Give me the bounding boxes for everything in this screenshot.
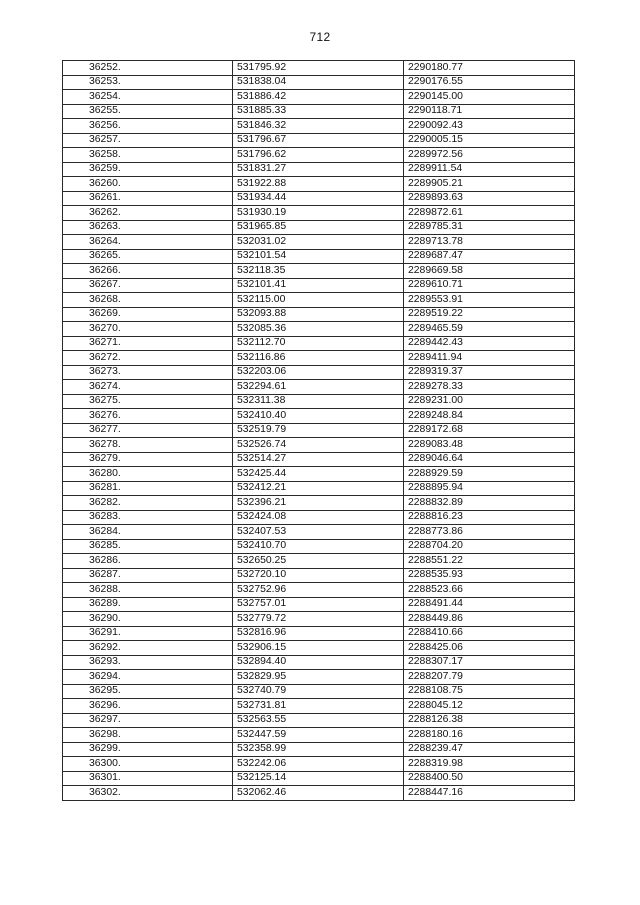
point-number-cell: 36277.: [63, 423, 233, 438]
x-coordinate-cell: 531846.32: [233, 119, 404, 134]
point-number-cell: 36255.: [63, 104, 233, 119]
x-coordinate-cell: 532085.36: [233, 322, 404, 337]
y-coordinate-cell: 2288207.79: [404, 670, 575, 685]
point-number-cell: 36295.: [63, 684, 233, 699]
point-number-cell: 36276.: [63, 409, 233, 424]
table-row: [63, 423, 575, 438]
point-number-cell: 36275.: [63, 394, 233, 409]
page-number: 712: [309, 30, 331, 44]
x-coordinate-cell: 532358.99: [233, 742, 404, 757]
y-coordinate-cell: 2288895.94: [404, 481, 575, 496]
y-coordinate-cell: 2289442.43: [404, 336, 575, 351]
table-row: [63, 90, 575, 105]
x-coordinate-cell: 532829.95: [233, 670, 404, 685]
point-number-cell: 36268.: [63, 293, 233, 308]
x-coordinate-cell: 532731.81: [233, 699, 404, 714]
x-coordinate-cell: 531934.44: [233, 191, 404, 206]
point-number-cell: 36270.: [63, 322, 233, 337]
point-number-cell: 36296.: [63, 699, 233, 714]
y-coordinate-cell: 2290176.55: [404, 75, 575, 90]
point-number-cell: 36294.: [63, 670, 233, 685]
y-coordinate-cell: 2290118.71: [404, 104, 575, 119]
x-coordinate-cell: 531965.85: [233, 220, 404, 235]
table-row: [63, 597, 575, 612]
table-row: [63, 626, 575, 641]
point-number-cell: 36281.: [63, 481, 233, 496]
table-row: [63, 293, 575, 308]
point-number-cell: 36271.: [63, 336, 233, 351]
y-coordinate-cell: 2288929.59: [404, 467, 575, 482]
table-row: [63, 264, 575, 279]
x-coordinate-cell: 532093.88: [233, 307, 404, 322]
point-number-cell: 36263.: [63, 220, 233, 235]
point-number-cell: 36264.: [63, 235, 233, 250]
x-coordinate-cell: 532410.70: [233, 539, 404, 554]
table-row: [63, 655, 575, 670]
table-row: [63, 641, 575, 656]
y-coordinate-cell: 2288425.06: [404, 641, 575, 656]
table-row: [63, 148, 575, 163]
point-number-cell: 36273.: [63, 365, 233, 380]
table-row: [63, 249, 575, 264]
x-coordinate-cell: 532447.59: [233, 728, 404, 743]
x-coordinate-cell: 532906.15: [233, 641, 404, 656]
y-coordinate-cell: 2288400.50: [404, 771, 575, 786]
table-row: [63, 177, 575, 192]
point-number-cell: 36256.: [63, 119, 233, 134]
y-coordinate-cell: 2288045.12: [404, 699, 575, 714]
y-coordinate-cell: 2288180.16: [404, 728, 575, 743]
y-coordinate-cell: 2290005.15: [404, 133, 575, 148]
x-coordinate-cell: 532412.21: [233, 481, 404, 496]
y-coordinate-cell: 2289669.58: [404, 264, 575, 279]
x-coordinate-cell: 532424.08: [233, 510, 404, 525]
x-coordinate-cell: 531930.19: [233, 206, 404, 221]
point-number-cell: 36272.: [63, 351, 233, 366]
y-coordinate-cell: 2289785.31: [404, 220, 575, 235]
x-coordinate-cell: 531886.42: [233, 90, 404, 105]
x-coordinate-cell: 532101.54: [233, 249, 404, 264]
table-row: [63, 380, 575, 395]
table-row: [63, 307, 575, 322]
table-row: [63, 365, 575, 380]
point-number-cell: 36269.: [63, 307, 233, 322]
point-number-cell: 36265.: [63, 249, 233, 264]
table-row: [63, 452, 575, 467]
table-row: [63, 612, 575, 627]
point-number-cell: 36258.: [63, 148, 233, 163]
y-coordinate-cell: 2289893.63: [404, 191, 575, 206]
table-row: [63, 786, 575, 801]
point-number-cell: 36301.: [63, 771, 233, 786]
y-coordinate-cell: 2288704.20: [404, 539, 575, 554]
table-row: [63, 409, 575, 424]
y-coordinate-cell: 2289172.68: [404, 423, 575, 438]
x-coordinate-cell: 531831.27: [233, 162, 404, 177]
table-row: [63, 539, 575, 554]
x-coordinate-cell: 532116.86: [233, 351, 404, 366]
table-row: [63, 162, 575, 177]
x-coordinate-cell: 532894.40: [233, 655, 404, 670]
table-row: [63, 61, 575, 76]
x-coordinate-cell: 532294.61: [233, 380, 404, 395]
point-number-cell: 36259.: [63, 162, 233, 177]
point-number-cell: 36262.: [63, 206, 233, 221]
point-number-cell: 36286.: [63, 554, 233, 569]
y-coordinate-cell: 2289872.61: [404, 206, 575, 221]
y-coordinate-cell: 2288832.89: [404, 496, 575, 511]
table-row: [63, 206, 575, 221]
x-coordinate-cell: 532203.06: [233, 365, 404, 380]
y-coordinate-cell: 2289553.91: [404, 293, 575, 308]
table-row: [63, 438, 575, 453]
y-coordinate-cell: 2289319.37: [404, 365, 575, 380]
point-number-cell: 36260.: [63, 177, 233, 192]
x-coordinate-cell: 532563.55: [233, 713, 404, 728]
y-coordinate-cell: 2289248.84: [404, 409, 575, 424]
y-coordinate-cell: 2288108.75: [404, 684, 575, 699]
x-coordinate-cell: 532242.06: [233, 757, 404, 772]
x-coordinate-cell: 532425.44: [233, 467, 404, 482]
y-coordinate-cell: 2289046.64: [404, 452, 575, 467]
table-row: [63, 554, 575, 569]
x-coordinate-cell: 532115.00: [233, 293, 404, 308]
table-row: [63, 728, 575, 743]
table-row: [63, 510, 575, 525]
table-row: [63, 220, 575, 235]
x-coordinate-cell: 532410.40: [233, 409, 404, 424]
table-row: [63, 525, 575, 540]
point-number-cell: 36302.: [63, 786, 233, 801]
point-number-cell: 36283.: [63, 510, 233, 525]
x-coordinate-cell: 532062.46: [233, 786, 404, 801]
y-coordinate-cell: 2289972.56: [404, 148, 575, 163]
x-coordinate-cell: 532740.79: [233, 684, 404, 699]
table-row: [63, 568, 575, 583]
table-row: [63, 742, 575, 757]
table-row: [63, 757, 575, 772]
y-coordinate-cell: 2288523.66: [404, 583, 575, 598]
point-number-cell: 36288.: [63, 583, 233, 598]
point-number-cell: 36287.: [63, 568, 233, 583]
x-coordinate-cell: 531922.88: [233, 177, 404, 192]
y-coordinate-cell: 2289911.54: [404, 162, 575, 177]
x-coordinate-cell: 532514.27: [233, 452, 404, 467]
x-coordinate-cell: 532031.02: [233, 235, 404, 250]
y-coordinate-cell: 2288447.16: [404, 786, 575, 801]
y-coordinate-cell: 2288307.17: [404, 655, 575, 670]
point-number-cell: 36297.: [63, 713, 233, 728]
x-coordinate-cell: 532650.25: [233, 554, 404, 569]
x-coordinate-cell: 532720.10: [233, 568, 404, 583]
point-number-cell: 36282.: [63, 496, 233, 511]
point-number-cell: 36298.: [63, 728, 233, 743]
point-number-cell: 36279.: [63, 452, 233, 467]
table-row: [63, 104, 575, 119]
table-row: [63, 336, 575, 351]
point-number-cell: 36299.: [63, 742, 233, 757]
table-row: [63, 713, 575, 728]
table-row: [63, 235, 575, 250]
point-number-cell: 36292.: [63, 641, 233, 656]
y-coordinate-cell: 2289278.33: [404, 380, 575, 395]
table-row: [63, 394, 575, 409]
point-number-cell: 36293.: [63, 655, 233, 670]
x-coordinate-cell: 532779.72: [233, 612, 404, 627]
y-coordinate-cell: 2290092.43: [404, 119, 575, 134]
table-row: [63, 467, 575, 482]
x-coordinate-cell: 532112.70: [233, 336, 404, 351]
y-coordinate-cell: 2288491.44: [404, 597, 575, 612]
y-coordinate-cell: 2289905.21: [404, 177, 575, 192]
table-row: [63, 699, 575, 714]
y-coordinate-cell: 2290180.77: [404, 61, 575, 76]
point-number-cell: 36266.: [63, 264, 233, 279]
y-coordinate-cell: 2288239.47: [404, 742, 575, 757]
y-coordinate-cell: 2289519.22: [404, 307, 575, 322]
point-number-cell: 36257.: [63, 133, 233, 148]
table-row: [63, 351, 575, 366]
coordinates-table-body: [63, 61, 575, 801]
point-number-cell: 36278.: [63, 438, 233, 453]
x-coordinate-cell: 531796.67: [233, 133, 404, 148]
y-coordinate-cell: 2288126.38: [404, 713, 575, 728]
table-row: [63, 322, 575, 337]
y-coordinate-cell: 2289083.48: [404, 438, 575, 453]
point-number-cell: 36300.: [63, 757, 233, 772]
y-coordinate-cell: 2288449.86: [404, 612, 575, 627]
point-number-cell: 36254.: [63, 90, 233, 105]
x-coordinate-cell: 532311.38: [233, 394, 404, 409]
table-row: [63, 583, 575, 598]
x-coordinate-cell: 532519.79: [233, 423, 404, 438]
table-row: [63, 75, 575, 90]
x-coordinate-cell: 532101.41: [233, 278, 404, 293]
coordinates-table: [62, 60, 575, 801]
point-number-cell: 36267.: [63, 278, 233, 293]
y-coordinate-cell: 2289687.47: [404, 249, 575, 264]
point-number-cell: 36289.: [63, 597, 233, 612]
y-coordinate-cell: 2289610.71: [404, 278, 575, 293]
x-coordinate-cell: 532125.14: [233, 771, 404, 786]
point-number-cell: 36285.: [63, 539, 233, 554]
table-row: [63, 684, 575, 699]
x-coordinate-cell: 531885.33: [233, 104, 404, 119]
y-coordinate-cell: 2288535.93: [404, 568, 575, 583]
y-coordinate-cell: 2289713.78: [404, 235, 575, 250]
table-row: [63, 278, 575, 293]
point-number-cell: 36252.: [63, 61, 233, 76]
x-coordinate-cell: 532407.53: [233, 525, 404, 540]
x-coordinate-cell: 532118.35: [233, 264, 404, 279]
table-row: [63, 670, 575, 685]
table-row: [63, 771, 575, 786]
table-row: [63, 191, 575, 206]
y-coordinate-cell: 2288816.23: [404, 510, 575, 525]
y-coordinate-cell: 2289465.59: [404, 322, 575, 337]
y-coordinate-cell: 2288551.22: [404, 554, 575, 569]
point-number-cell: 36280.: [63, 467, 233, 482]
x-coordinate-cell: 531838.04: [233, 75, 404, 90]
x-coordinate-cell: 532396.21: [233, 496, 404, 511]
y-coordinate-cell: 2288319.98: [404, 757, 575, 772]
table-row: [63, 119, 575, 134]
table-row: [63, 496, 575, 511]
x-coordinate-cell: 531795.92: [233, 61, 404, 76]
point-number-cell: 36253.: [63, 75, 233, 90]
point-number-cell: 36290.: [63, 612, 233, 627]
y-coordinate-cell: 2289411.94: [404, 351, 575, 366]
y-coordinate-cell: 2290145.00: [404, 90, 575, 105]
y-coordinate-cell: 2289231.00: [404, 394, 575, 409]
table-row: [63, 133, 575, 148]
y-coordinate-cell: 2288773.86: [404, 525, 575, 540]
point-number-cell: 36284.: [63, 525, 233, 540]
x-coordinate-cell: 532757.01: [233, 597, 404, 612]
x-coordinate-cell: 532526.74: [233, 438, 404, 453]
y-coordinate-cell: 2288410.66: [404, 626, 575, 641]
point-number-cell: 36261.: [63, 191, 233, 206]
x-coordinate-cell: 532752.96: [233, 583, 404, 598]
x-coordinate-cell: 531796.62: [233, 148, 404, 163]
point-number-cell: 36274.: [63, 380, 233, 395]
x-coordinate-cell: 532816.96: [233, 626, 404, 641]
point-number-cell: 36291.: [63, 626, 233, 641]
table-row: [63, 481, 575, 496]
